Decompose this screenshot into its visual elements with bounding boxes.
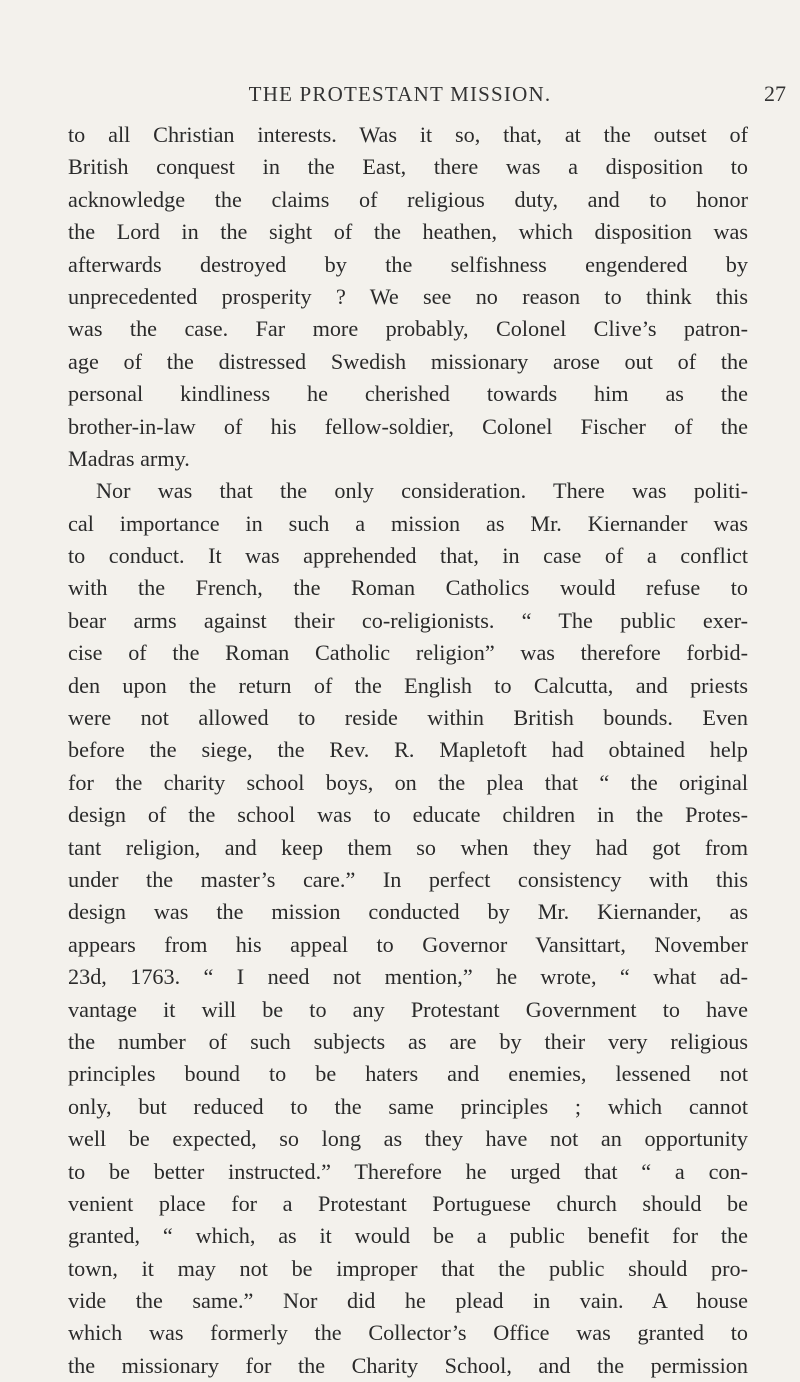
text-line: unprecedented prosperity ? We see no reason to think this: [68, 283, 748, 309]
body-text: [68, 119, 748, 1382]
text-line: acknowledge the claims of religious duty, and to honor: [68, 186, 748, 212]
text-line: before the siege, the Rev. R. Mapletoft had obtained help: [68, 737, 748, 763]
text-line: Madras army.: [68, 445, 190, 471]
text-line: with the French, the Roman Catholics would refuse to: [68, 575, 748, 601]
text-line: principles bound to be haters and enemies, lessened not: [68, 1061, 748, 1087]
text-line: the missionary for the Charity School, and the permission: [68, 1352, 748, 1378]
text-line: British conquest in the East, there was a disposition to: [68, 154, 748, 180]
text-line: cal importance in such a mission as Mr. Kiernander was: [68, 510, 748, 536]
text-line: the Lord in the sight of the heathen, which disposition was: [68, 219, 748, 245]
text-line: Nor was that the only consideration. There was politi-: [96, 478, 748, 504]
text-line: was the case. Far more probably, Colonel Clive’s patron-: [68, 316, 748, 342]
text-line: age of the distressed Swedish missionary arose out of the: [68, 348, 748, 374]
text-line: were not allowed to reside within British bounds. Even: [68, 705, 748, 731]
text-line: design of the school was to educate children in the Protes-: [68, 802, 748, 828]
text-line: tant religion, and keep them so when they had got from: [68, 834, 748, 860]
running-title: THE PROTESTANT MISSION.: [248, 82, 552, 106]
text-line: venient place for a Protestant Portuguese church should be: [68, 1190, 748, 1216]
text-line: brother-in-law of his fellow-soldier, Colonel Fischer of the: [68, 413, 748, 439]
text-line: afterwards destroyed by the selfishness engendered by: [68, 251, 748, 277]
page-number: 27: [764, 81, 786, 106]
text-line: to be better instructed.” Therefore he urged that “ a con-: [68, 1158, 748, 1184]
text-line: under the master’s care.” In perfect consistency with this: [68, 866, 748, 892]
text-line: only, but reduced to the same principles ; which cannot: [68, 1093, 748, 1119]
text-line: for the charity school boys, on the plea that “ the original: [68, 769, 748, 795]
text-line: den upon the return of the English to Calcutta, and priests: [68, 672, 748, 698]
text-line: the number of such subjects as are by their very religious: [68, 1028, 748, 1054]
text-line: appears from his appeal to Governor Vansittart, November: [68, 931, 748, 957]
text-line: well be expected, so long as they have not an opportunity: [68, 1126, 748, 1152]
text-line: bear arms against their co-religionists. “ The public exer-: [68, 607, 748, 633]
text-line: vantage it will be to any Protestant Government to have: [68, 996, 748, 1022]
text-line: cise of the Roman Catholic religion” was therefore forbid-: [68, 640, 748, 666]
text-line: granted, “ which, as it would be a public benefit for the: [68, 1223, 748, 1249]
text-line: town, it may not be improper that the public should pro-: [68, 1255, 748, 1281]
text-line: design was the mission conducted by Mr. Kiernander, as: [68, 899, 748, 925]
text-line: which was formerly the Collector’s Office was granted to: [68, 1320, 748, 1346]
text-line: personal kindliness he cherished towards him as the: [68, 381, 748, 407]
running-head: [68, 79, 796, 109]
text-line: to all Christian interests. Was it so, that, at the outset of: [68, 122, 748, 147]
text-line: to conduct. It was apprehended that, in case of a conflict: [68, 543, 748, 569]
text-line: vide the same.” Nor did he plead in vain. A house: [68, 1288, 748, 1314]
text-line: 23d, 1763. “ I need not mention,” he wrote, “ what ad-: [68, 964, 748, 990]
